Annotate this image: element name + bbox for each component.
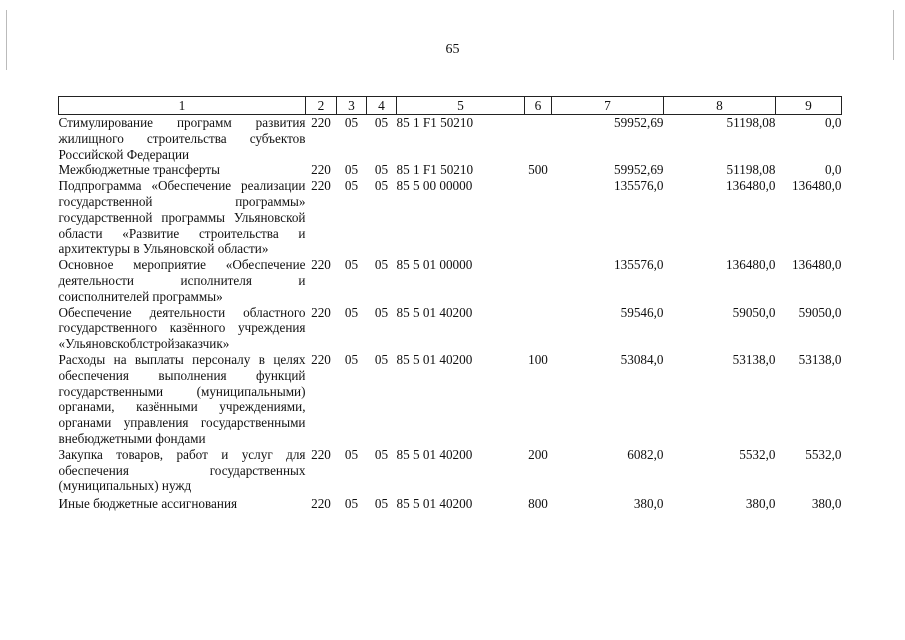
cell-amount-1: 59952,69	[614, 162, 664, 178]
header-cell: 9	[776, 97, 842, 115]
cell-expense-type	[525, 305, 552, 352]
cell-amount-1: 135576,0	[614, 178, 664, 194]
table-row	[59, 115, 842, 163]
cell-section: 05	[344, 162, 359, 178]
cell-amount-1: 6082,0	[627, 446, 664, 462]
cell-section: 05	[344, 178, 359, 194]
table-row	[59, 305, 842, 352]
cell-admin: 220	[311, 446, 331, 462]
cell-admin: 220	[311, 496, 331, 512]
cell-amount-3: 136480,0	[792, 257, 842, 273]
cell-admin: 220	[311, 304, 331, 320]
budget-table	[58, 96, 842, 512]
cell-amount-3: 0,0	[825, 115, 842, 130]
cell-subsection: 05	[374, 162, 389, 178]
cell-expense-type: 500	[528, 162, 548, 178]
cell-subsection: 05	[374, 304, 389, 320]
cell-section: 05	[344, 304, 359, 320]
header-cell: 4	[367, 97, 397, 115]
row-name: Обеспечение деятельности областного государственного казённого учреждения «Ульяновскоблстройзаказчик»	[58, 304, 306, 352]
cell-amount-2: 380,0	[745, 496, 776, 512]
cell-target-code: 85 5 01 40200	[396, 304, 473, 320]
scan-edge-right	[893, 10, 894, 60]
cell-amount-2: 51198,08	[726, 162, 776, 178]
cell-expense-type: 100	[528, 351, 548, 367]
cell-subsection: 05	[374, 446, 389, 462]
cell-subsection: 05	[374, 115, 389, 130]
header-cell: 1	[59, 97, 306, 115]
cell-target-code: 85 5 01 40200	[396, 446, 473, 462]
cell-section: 05	[344, 257, 359, 273]
cell-amount-3: 5532,0	[805, 446, 842, 462]
row-name: Межбюджетные трансферты	[58, 162, 220, 178]
table-row	[59, 257, 842, 304]
cell-amount-2: 59050,0	[732, 304, 776, 320]
table-row	[59, 178, 842, 257]
cell-target-code: 85 5 00 00000	[396, 178, 473, 194]
table-row	[59, 352, 842, 447]
cell-amount-2: 136480,0	[726, 178, 776, 194]
scan-edge-left	[6, 10, 7, 70]
row-name: Подпрограмма «Обеспечение реализации государственной программы» государственной программы Ульяновской области «Развитие строительства и архитектуры в Ульяновской области»	[58, 178, 306, 257]
cell-target-code: 85 1 F1 50210	[396, 115, 474, 130]
table-row	[59, 494, 842, 512]
cell-amount-3: 136480,0	[792, 178, 842, 194]
cell-subsection: 05	[374, 351, 389, 367]
table-row	[59, 447, 842, 494]
cell-expense-type	[525, 257, 552, 304]
page-number: 65	[445, 42, 460, 57]
cell-target-code: 85 5 01 40200	[396, 351, 473, 367]
cell-amount-3: 0,0	[825, 162, 842, 178]
cell-admin: 220	[311, 162, 331, 178]
cell-amount-3: 53138,0	[798, 351, 842, 367]
cell-amount-2: 5532,0	[739, 446, 776, 462]
cell-amount-1: 380,0	[633, 496, 664, 512]
cell-amount-3: 380,0	[811, 496, 842, 512]
cell-section: 05	[344, 446, 359, 462]
cell-expense-type	[525, 178, 552, 257]
cell-expense-type: 200	[528, 446, 548, 462]
header-cell: 3	[337, 97, 367, 115]
row-name: Стимулирование программ развития жилищного строительства субъектов Российской Федерации	[58, 115, 306, 162]
row-name: Расходы на выплаты персоналу в целях обеспечения выполнения функций государственными (муниципальными) органами, казёнными учреждениями, органами управления государственными внебюджетными фондами	[58, 351, 306, 446]
cell-target-code: 85 5 01 40200	[396, 496, 473, 512]
cell-target-code: 85 1 F1 50210	[396, 162, 474, 178]
cell-amount-1: 135576,0	[614, 257, 664, 273]
cell-subsection: 05	[374, 257, 389, 273]
cell-amount-2: 136480,0	[726, 257, 776, 273]
cell-admin: 220	[311, 351, 331, 367]
header-cell: 7	[552, 97, 664, 115]
table-header	[59, 97, 842, 115]
header-cell: 2	[306, 97, 337, 115]
cell-amount-3: 59050,0	[798, 304, 842, 320]
row-name: Основное мероприятие «Обеспечение деятельности исполнителя и соисполнителей программы»	[58, 257, 306, 304]
cell-section: 05	[344, 115, 359, 130]
cell-amount-2: 53138,0	[732, 351, 776, 367]
row-name: Закупка товаров, работ и услуг для обеспечения государственных (муниципальных) нужд	[58, 446, 306, 494]
cell-expense-type	[525, 115, 552, 163]
cell-subsection: 05	[374, 178, 389, 194]
header-cell: 5	[397, 97, 525, 115]
cell-section: 05	[344, 496, 359, 512]
cell-target-code: 85 5 01 00000	[396, 257, 473, 273]
row-name: Иные бюджетные ассигнования	[58, 496, 238, 512]
cell-amount-1: 59952,69	[614, 115, 664, 130]
header-cell: 6	[525, 97, 552, 115]
cell-admin: 220	[311, 257, 331, 273]
cell-section: 05	[344, 351, 359, 367]
cell-expense-type: 800	[528, 496, 548, 512]
cell-amount-1: 53084,0	[620, 351, 664, 367]
cell-amount-1: 59546,0	[620, 304, 664, 320]
cell-admin: 220	[311, 178, 331, 194]
table-row	[59, 162, 842, 178]
cell-admin: 220	[311, 115, 331, 130]
header-cell: 8	[664, 97, 776, 115]
cell-amount-2: 51198,08	[726, 115, 776, 130]
cell-subsection: 05	[374, 496, 389, 512]
